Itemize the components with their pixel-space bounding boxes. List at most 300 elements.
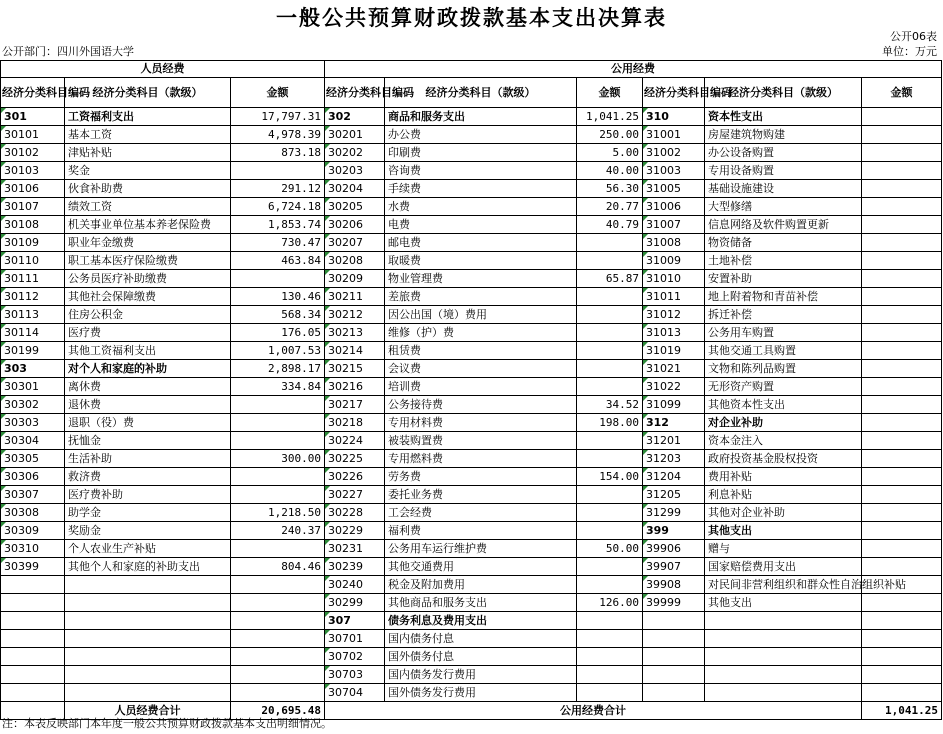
col2-code-cell: 30209: [325, 270, 385, 288]
col3-name-header: 经济分类科目（款级）: [705, 78, 862, 108]
col1-name-header: 经济分类科目（款级）: [65, 78, 231, 108]
col1-code-cell: 30302: [1, 396, 65, 414]
col2-code-cell: 30214: [325, 342, 385, 360]
col3-amount-cell: [862, 162, 942, 180]
col2-code-cell: 30217: [325, 396, 385, 414]
col2-amount-cell: 56.30: [577, 180, 643, 198]
col2-code-cell: 30227: [325, 486, 385, 504]
col2-name-cell: 邮电费: [385, 234, 577, 252]
report-title: 一般公共预算财政拨款基本支出决算表: [276, 6, 667, 30]
col2-name-header: 经济分类科目（款级）: [385, 78, 577, 108]
col1-name-cell: 绩效工资: [65, 198, 231, 216]
col2-amount-cell: 5.00: [577, 144, 643, 162]
col2-name-cell: 被装购置费: [385, 432, 577, 450]
col2-amount-cell: 154.00: [577, 468, 643, 486]
col1-amount-cell: [231, 396, 325, 414]
table-row: [1, 522, 942, 540]
col2-amount-cell: [577, 486, 643, 504]
col3-name-cell: 赠与: [705, 540, 862, 558]
col3-name-cell: 国家赔偿费用支出: [705, 558, 862, 576]
col3-amount-cell: [862, 288, 942, 306]
col3-code-cell: 31204: [643, 468, 705, 486]
col2-name-cell: 水费: [385, 198, 577, 216]
col2-amount-cell: [577, 576, 643, 594]
col2-amount-cell: 20.77: [577, 198, 643, 216]
col3-amount-cell: [862, 306, 942, 324]
col1-code-cell: [1, 594, 65, 612]
col2-code-cell: 30218: [325, 414, 385, 432]
table-row: [1, 270, 942, 288]
col2-name-cell: 国内债务发行费用: [385, 666, 577, 684]
col3-name-cell: 无形资产购置: [705, 378, 862, 396]
col3-amount-cell: [862, 540, 942, 558]
col3-code-cell: 31201: [643, 432, 705, 450]
col2-name-cell: 公务用车运行维护费: [385, 540, 577, 558]
col3-amount-cell: [862, 594, 942, 612]
col1-amount-cell: 568.34: [231, 306, 325, 324]
col3-code-cell: [643, 684, 705, 702]
col3-amount-cell: [862, 684, 942, 702]
col2-amount-cell: [577, 504, 643, 522]
col2-name-cell: 取暖费: [385, 252, 577, 270]
col3-amount-header: 金额: [862, 78, 942, 108]
col1-amount-cell: 730.47: [231, 234, 325, 252]
col2-code-cell: 30211: [325, 288, 385, 306]
col1-name-cell: 个人农业生产补贴: [65, 540, 231, 558]
col1-name-cell: 助学金: [65, 504, 231, 522]
col2-amount-cell: [577, 342, 643, 360]
col3-amount-cell: [862, 486, 942, 504]
col2-amount-cell: 40.79: [577, 216, 643, 234]
personnel-total-amount: 20,695.48: [231, 702, 325, 720]
col3-code-cell: 31001: [643, 126, 705, 144]
col2-amount-cell: [577, 288, 643, 306]
col3-code-cell: 31013: [643, 324, 705, 342]
table-row: [1, 648, 942, 666]
col3-amount-cell: [862, 324, 942, 342]
table-row: [1, 612, 942, 630]
col2-amount-cell: 126.00: [577, 594, 643, 612]
col1-amount-cell: 334.84: [231, 378, 325, 396]
col2-code-header: 经济分类科目编码: [325, 78, 385, 108]
col1-amount-cell: 176.05: [231, 324, 325, 342]
col3-code-cell: 31205: [643, 486, 705, 504]
col1-code-header: 经济分类科目编码: [1, 78, 65, 108]
col3-name-cell: 文物和陈列品购置: [705, 360, 862, 378]
col3-code-cell: 310: [643, 108, 705, 126]
col2-name-cell: 咨询费: [385, 162, 577, 180]
col1-code-cell: 30304: [1, 432, 65, 450]
table-row: [1, 378, 942, 396]
col3-amount-cell: [862, 270, 942, 288]
col1-amount-cell: 804.46: [231, 558, 325, 576]
col2-code-cell: 30240: [325, 576, 385, 594]
col1-code-cell: [1, 630, 65, 648]
col2-amount-cell: 65.87: [577, 270, 643, 288]
col2-name-cell: 福利费: [385, 522, 577, 540]
col3-name-cell: 其他支出: [705, 594, 862, 612]
col1-code-cell: 30308: [1, 504, 65, 522]
col2-amount-cell: [577, 378, 643, 396]
col1-name-cell: 职工基本医疗保险缴费: [65, 252, 231, 270]
col2-name-cell: 会议费: [385, 360, 577, 378]
col1-code-cell: 30109: [1, 234, 65, 252]
col3-name-cell: 对企业补助: [705, 414, 862, 432]
col3-code-cell: 31019: [643, 342, 705, 360]
col2-amount-cell: [577, 558, 643, 576]
col2-name-cell: 工会经费: [385, 504, 577, 522]
col3-name-cell: [705, 630, 862, 648]
col1-name-cell: 基本工资: [65, 126, 231, 144]
col2-code-cell: 30203: [325, 162, 385, 180]
col3-code-cell: 31005: [643, 180, 705, 198]
col3-name-cell: 其他交通工具购置: [705, 342, 862, 360]
col3-code-cell: 31011: [643, 288, 705, 306]
col1-amount-cell: 1,007.53: [231, 342, 325, 360]
col2-code-cell: 30702: [325, 648, 385, 666]
col3-amount-cell: [862, 414, 942, 432]
col1-name-cell: 生活补助: [65, 450, 231, 468]
col2-amount-cell: 1,041.25: [577, 108, 643, 126]
col3-name-cell: 政府投资基金股权投资: [705, 450, 862, 468]
col2-amount-cell: 34.52: [577, 396, 643, 414]
col1-amount-cell: [231, 648, 325, 666]
col3-code-cell: [643, 666, 705, 684]
col1-amount-cell: [231, 666, 325, 684]
group-header-row: [1, 61, 942, 78]
col1-name-cell: 抚恤金: [65, 432, 231, 450]
col3-code-cell: 31021: [643, 360, 705, 378]
col2-code-cell: 30239: [325, 558, 385, 576]
table-row: [1, 306, 942, 324]
col2-name-cell: 因公出国（境）费用: [385, 306, 577, 324]
col2-code-cell: 30208: [325, 252, 385, 270]
col3-name-cell: 专用设备购置: [705, 162, 862, 180]
footnote: 注：本表反映部门本年度一般公共预算财政拨款基本支出明细情况。: [2, 717, 332, 730]
col1-code-cell: 30310: [1, 540, 65, 558]
col3-amount-cell: [862, 234, 942, 252]
col1-code-cell: 30113: [1, 306, 65, 324]
col2-code-cell: 30231: [325, 540, 385, 558]
col3-amount-cell: [862, 558, 942, 576]
col3-name-cell: [705, 612, 862, 630]
col1-amount-cell: 240.37: [231, 522, 325, 540]
col1-name-cell: 其他工资福利支出: [65, 342, 231, 360]
col2-code-cell: 302: [325, 108, 385, 126]
col3-code-cell: [643, 612, 705, 630]
col3-code-cell: 31007: [643, 216, 705, 234]
col3-amount-cell: [862, 468, 942, 486]
col1-name-cell: 伙食补助费: [65, 180, 231, 198]
col3-amount-cell: [862, 612, 942, 630]
col2-name-cell: 劳务费: [385, 468, 577, 486]
col2-code-cell: 30202: [325, 144, 385, 162]
col2-amount-cell: [577, 432, 643, 450]
col1-amount-cell: 291.12: [231, 180, 325, 198]
table-row: [1, 558, 942, 576]
col3-name-cell: 拆迁补偿: [705, 306, 862, 324]
col3-code-cell: 31003: [643, 162, 705, 180]
col1-code-cell: 30106: [1, 180, 65, 198]
col1-name-cell: 离休费: [65, 378, 231, 396]
table-row: [1, 594, 942, 612]
col2-amount-cell: [577, 234, 643, 252]
personnel-total-label: 人员经费合计: [65, 702, 231, 720]
col1-name-cell: 奖金: [65, 162, 231, 180]
col2-name-cell: 维修（护）费: [385, 324, 577, 342]
personnel-group-header: 人员经费: [1, 61, 325, 78]
col3-amount-cell: [862, 360, 942, 378]
col3-amount-cell: [862, 108, 942, 126]
col1-name-cell: [65, 594, 231, 612]
col2-name-cell: 物业管理费: [385, 270, 577, 288]
col1-amount-cell: 873.18: [231, 144, 325, 162]
col3-code-header: 经济分类科目编码: [643, 78, 705, 108]
col1-code-cell: 30309: [1, 522, 65, 540]
col1-name-cell: 其他个人和家庭的补助支出: [65, 558, 231, 576]
col2-code-cell: 30703: [325, 666, 385, 684]
col3-amount-cell: [862, 216, 942, 234]
col2-name-cell: 税金及附加费用: [385, 576, 577, 594]
col2-code-cell: 30212: [325, 306, 385, 324]
col3-amount-cell: [862, 198, 942, 216]
col1-code-cell: 30307: [1, 486, 65, 504]
col2-code-cell: 30213: [325, 324, 385, 342]
col3-name-cell: 公务用车购置: [705, 324, 862, 342]
col1-amount-cell: 2,898.17: [231, 360, 325, 378]
col2-code-cell: 30207: [325, 234, 385, 252]
department-label: 公开部门：四川外国语大学: [2, 45, 134, 58]
col2-name-cell: 其他商品和服务支出: [385, 594, 577, 612]
col1-name-cell: 退休费: [65, 396, 231, 414]
col2-amount-cell: [577, 252, 643, 270]
col1-amount-cell: [231, 162, 325, 180]
table-row: [1, 324, 942, 342]
col3-code-cell: [643, 630, 705, 648]
col1-code-cell: 30114: [1, 324, 65, 342]
col1-code-cell: 30108: [1, 216, 65, 234]
col1-code-cell: 30107: [1, 198, 65, 216]
col1-code-cell: [1, 576, 65, 594]
col3-name-cell: 其他对企业补助: [705, 504, 862, 522]
col1-name-cell: 奖励金: [65, 522, 231, 540]
table-row: [1, 630, 942, 648]
col3-name-cell: 土地补偿: [705, 252, 862, 270]
col2-amount-cell: [577, 666, 643, 684]
public-total-amount: 1,041.25: [862, 702, 942, 720]
table-row: [1, 180, 942, 198]
col3-amount-cell: [862, 504, 942, 522]
col1-name-cell: 医疗费: [65, 324, 231, 342]
col2-name-cell: 其他交通费用: [385, 558, 577, 576]
col1-code-cell: 30110: [1, 252, 65, 270]
table-row: [1, 216, 942, 234]
table-row: [1, 252, 942, 270]
col1-code-cell: 30111: [1, 270, 65, 288]
col3-amount-cell: [862, 342, 942, 360]
col2-name-cell: 办公费: [385, 126, 577, 144]
col1-code-cell: 30306: [1, 468, 65, 486]
col2-code-cell: 30216: [325, 378, 385, 396]
table-row: [1, 414, 942, 432]
col3-code-cell: 399: [643, 522, 705, 540]
col2-amount-cell: 250.00: [577, 126, 643, 144]
col1-code-cell: [1, 648, 65, 666]
col3-amount-cell: [862, 666, 942, 684]
col1-code-cell: [1, 666, 65, 684]
col3-code-cell: 39908: [643, 576, 705, 594]
col3-amount-cell: [862, 378, 942, 396]
col2-amount-cell: [577, 522, 643, 540]
col1-code-cell: 30102: [1, 144, 65, 162]
public-group-header: 公用经费: [325, 61, 942, 78]
col2-code-cell: 30201: [325, 126, 385, 144]
table-row: [1, 576, 942, 594]
col1-name-cell: 退职（役）费: [65, 414, 231, 432]
col3-code-cell: 31010: [643, 270, 705, 288]
col3-code-cell: 39907: [643, 558, 705, 576]
col3-name-cell: 信息网络及软件购置更新: [705, 216, 862, 234]
col1-code-cell: 30199: [1, 342, 65, 360]
public-total-label: 公用经费合计: [325, 702, 862, 720]
col1-code-cell: 30399: [1, 558, 65, 576]
col2-amount-cell: 50.00: [577, 540, 643, 558]
col1-name-cell: 其他社会保障缴费: [65, 288, 231, 306]
col1-name-cell: 职业年金缴费: [65, 234, 231, 252]
col3-name-cell: 物资储备: [705, 234, 862, 252]
col3-code-cell: 31022: [643, 378, 705, 396]
col3-code-cell: 39999: [643, 594, 705, 612]
department-row: [0, 45, 943, 59]
col2-name-cell: 国外债务付息: [385, 648, 577, 666]
col3-code-cell: [643, 648, 705, 666]
col2-amount-cell: [577, 306, 643, 324]
table-row: [1, 342, 942, 360]
unit-label: 单位：万元: [882, 45, 937, 58]
table-row: [1, 360, 942, 378]
table-row: [1, 108, 942, 126]
col2-name-cell: 电费: [385, 216, 577, 234]
col2-amount-cell: [577, 450, 643, 468]
col3-amount-cell: [862, 144, 942, 162]
table-row: [1, 432, 942, 450]
col2-amount-header: 金额: [577, 78, 643, 108]
col3-name-cell: 地上附着物和青苗补偿: [705, 288, 862, 306]
col3-code-cell: 31299: [643, 504, 705, 522]
table-row: [1, 684, 942, 702]
col3-name-cell: 房屋建筑物购建: [705, 126, 862, 144]
col3-name-cell: 其他资本性支出: [705, 396, 862, 414]
col2-code-cell: 30215: [325, 360, 385, 378]
col1-code-cell: 30103: [1, 162, 65, 180]
col3-code-cell: 31002: [643, 144, 705, 162]
col1-name-cell: 对个人和家庭的补助: [65, 360, 231, 378]
col1-amount-cell: [231, 540, 325, 558]
table-row: [1, 234, 942, 252]
table-row: [1, 540, 942, 558]
col2-amount-cell: [577, 630, 643, 648]
table-row: [1, 450, 942, 468]
table-row: [1, 486, 942, 504]
col2-amount-cell: [577, 612, 643, 630]
table-row: [1, 198, 942, 216]
col2-code-cell: 30704: [325, 684, 385, 702]
col1-amount-cell: 300.00: [231, 450, 325, 468]
col1-name-cell: 救济费: [65, 468, 231, 486]
col1-name-cell: [65, 648, 231, 666]
col1-code-cell: [1, 684, 65, 702]
col2-code-cell: 30228: [325, 504, 385, 522]
col1-code-cell: 30112: [1, 288, 65, 306]
col1-name-cell: 机关事业单位基本养老保险费: [65, 216, 231, 234]
col1-name-cell: 津贴补贴: [65, 144, 231, 162]
col1-code-cell: 303: [1, 360, 65, 378]
col2-amount-cell: [577, 684, 643, 702]
column-header-row: [1, 78, 942, 108]
col2-amount-cell: 40.00: [577, 162, 643, 180]
col3-code-cell: 31008: [643, 234, 705, 252]
table-row: [1, 468, 942, 486]
col2-name-cell: 国内债务付息: [385, 630, 577, 648]
col1-amount-cell: 1,218.50: [231, 504, 325, 522]
col1-amount-cell: 4,978.39: [231, 126, 325, 144]
col3-code-cell: 31009: [643, 252, 705, 270]
col2-name-cell: 专用燃料费: [385, 450, 577, 468]
table-row: [1, 288, 942, 306]
col3-name-cell: [705, 666, 862, 684]
col2-name-cell: 委托业务费: [385, 486, 577, 504]
col1-name-cell: 医疗费补助: [65, 486, 231, 504]
col1-amount-cell: [231, 612, 325, 630]
col1-name-cell: [65, 630, 231, 648]
col2-name-cell: 商品和服务支出: [385, 108, 577, 126]
col3-name-cell: 利息补贴: [705, 486, 862, 504]
col2-name-cell: 印刷费: [385, 144, 577, 162]
col3-name-cell: 办公设备购置: [705, 144, 862, 162]
col1-amount-cell: 463.84: [231, 252, 325, 270]
col1-code-cell: 30101: [1, 126, 65, 144]
col3-name-cell: [705, 684, 862, 702]
col2-name-cell: 公务接待费: [385, 396, 577, 414]
col1-amount-cell: [231, 432, 325, 450]
col1-amount-cell: 6,724.18: [231, 198, 325, 216]
col1-amount-cell: [231, 486, 325, 504]
col1-name-cell: [65, 576, 231, 594]
col1-code-cell: 30303: [1, 414, 65, 432]
col3-amount-cell: [862, 432, 942, 450]
col3-amount-cell: [862, 180, 942, 198]
col2-code-cell: 30701: [325, 630, 385, 648]
col1-amount-cell: 130.46: [231, 288, 325, 306]
col3-amount-cell: [862, 126, 942, 144]
col3-amount-cell: [862, 252, 942, 270]
col1-amount-cell: [231, 630, 325, 648]
table-row: [1, 144, 942, 162]
col1-code-cell: 30305: [1, 450, 65, 468]
col3-amount-cell: [862, 648, 942, 666]
col2-name-cell: 专用材料费: [385, 414, 577, 432]
col1-name-cell: [65, 666, 231, 684]
col1-name-cell: 住房公积金: [65, 306, 231, 324]
col2-amount-cell: [577, 360, 643, 378]
col2-amount-cell: [577, 648, 643, 666]
col2-code-cell: 307: [325, 612, 385, 630]
col3-code-cell: 312: [643, 414, 705, 432]
col3-name-cell: [705, 648, 862, 666]
table-row: [1, 126, 942, 144]
col3-code-cell: 31006: [643, 198, 705, 216]
col1-amount-header: 金额: [231, 78, 325, 108]
